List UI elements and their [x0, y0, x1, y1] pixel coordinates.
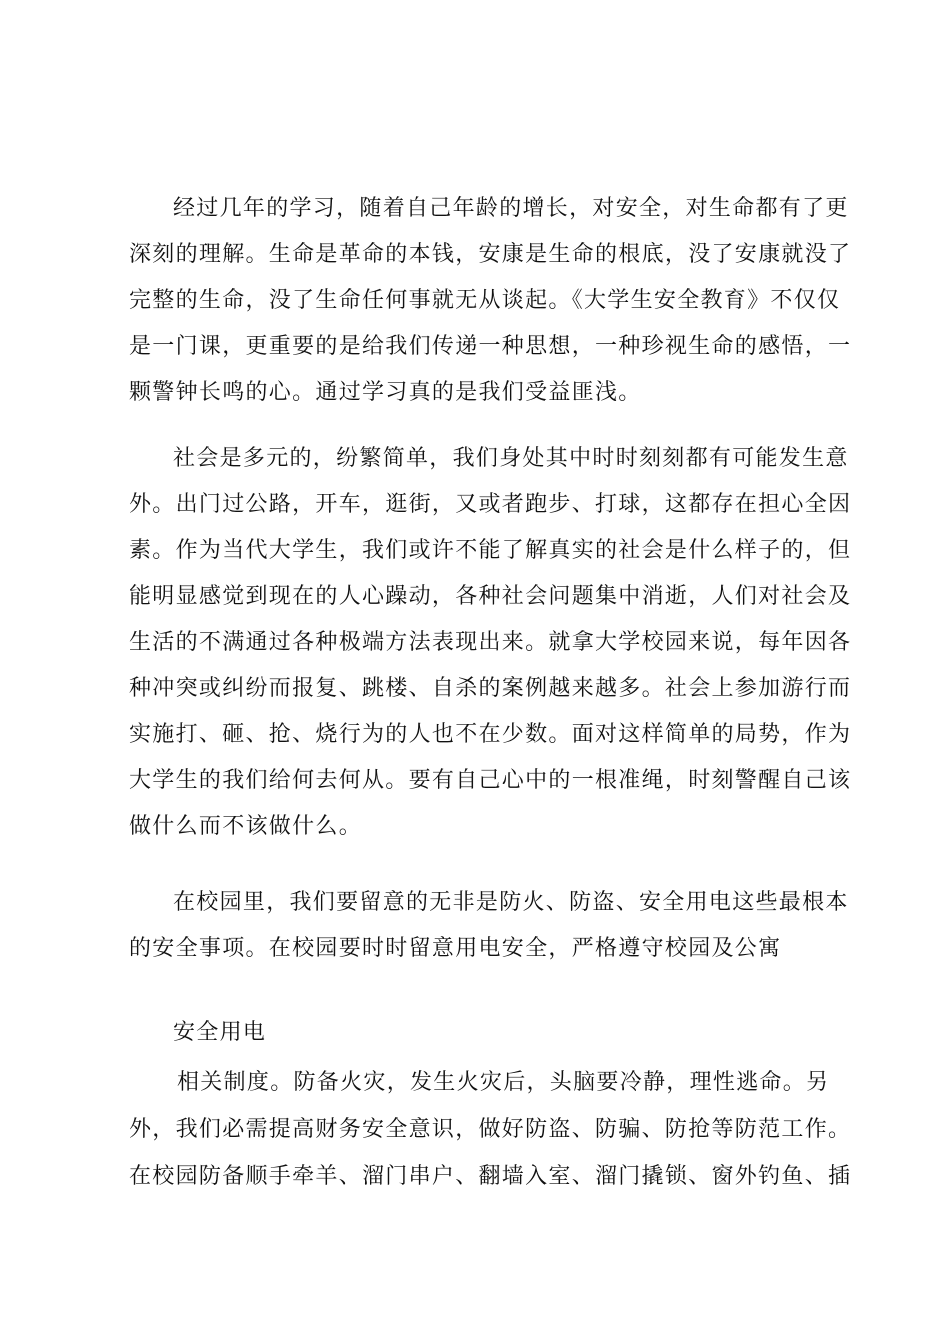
- text-line: 颗警钟长鸣的心。通过学习真的是我们受益匪浅。: [129, 380, 642, 405]
- text-line: 相关制度。防备火灾，发生火灾后，头脑要冷静，理性逃命。另: [177, 1070, 830, 1095]
- text-line: 经过几年的学习，随着自己年龄的增长，对安全，对生命都有了更: [173, 196, 849, 221]
- text-line: 深刻的理解。生命是革命的本钱，安康是生命的根底，没了安康就没了: [129, 242, 852, 267]
- text-line: 外。出门过公路，开车，逛街，又或者跑步、打球，这都存在担心全因: [129, 492, 852, 517]
- text-line: 外，我们必需提高财务安全意识，做好防盗、防骗、防抢等防范工作。: [129, 1117, 852, 1142]
- text-line: 做什么而不该做什么。: [129, 814, 363, 839]
- text-line: 能明显感觉到现在的人心躁动，各种社会问题集中消逝，人们对社会及: [129, 584, 852, 609]
- text-line: 种冲突或纠纷而报复、跳楼、自杀的案例越来越多。社会上参加游行而: [129, 676, 852, 701]
- text-line: 素。作为当代大学生，我们或许不能了解真实的社会是什么样子的，但: [129, 538, 852, 563]
- text-line: 大学生的我们给何去何从。要有自己心中的一根准绳，时刻警醒自己该: [129, 768, 852, 793]
- text-line: 完整的生命，没了生命任何事就无从谈起。《大学生安全教育》不仅仅: [129, 288, 841, 313]
- text-line: 在校园防备顺手牵羊、溜门串户、翻墙入室、溜门撬锁、窗外钓鱼、插: [129, 1164, 852, 1189]
- text-line: 在校园里，我们要留意的无非是防火、防盗、安全用电这些最根本: [173, 890, 849, 915]
- text-line: 的安全事项。在校园要时时留意用电安全，严格遵守校园及公寓: [129, 936, 782, 961]
- paragraph-3: [129, 880, 849, 972]
- paragraph-5: [129, 1059, 852, 1200]
- paragraph-2: [129, 436, 852, 850]
- text-line: 是一门课，更重要的是给我们传递一种思想，一种珍视生命的感悟，一: [129, 334, 852, 359]
- paragraph-4: [129, 1010, 831, 1056]
- text-line: 生活的不满通过各种极端方法表现出来。就拿大学校园来说，每年因各: [129, 630, 852, 655]
- text-line: 社会是多元的，纷繁简单，我们身处其中时时刻刻都有可能发生意: [173, 446, 849, 471]
- text-line: 安全用电: [173, 1020, 267, 1045]
- text-line: 实施打、砸、抢、烧行为的人也不在少数。面对这样简单的局势，作为: [129, 722, 852, 747]
- paragraph-1: [129, 186, 852, 416]
